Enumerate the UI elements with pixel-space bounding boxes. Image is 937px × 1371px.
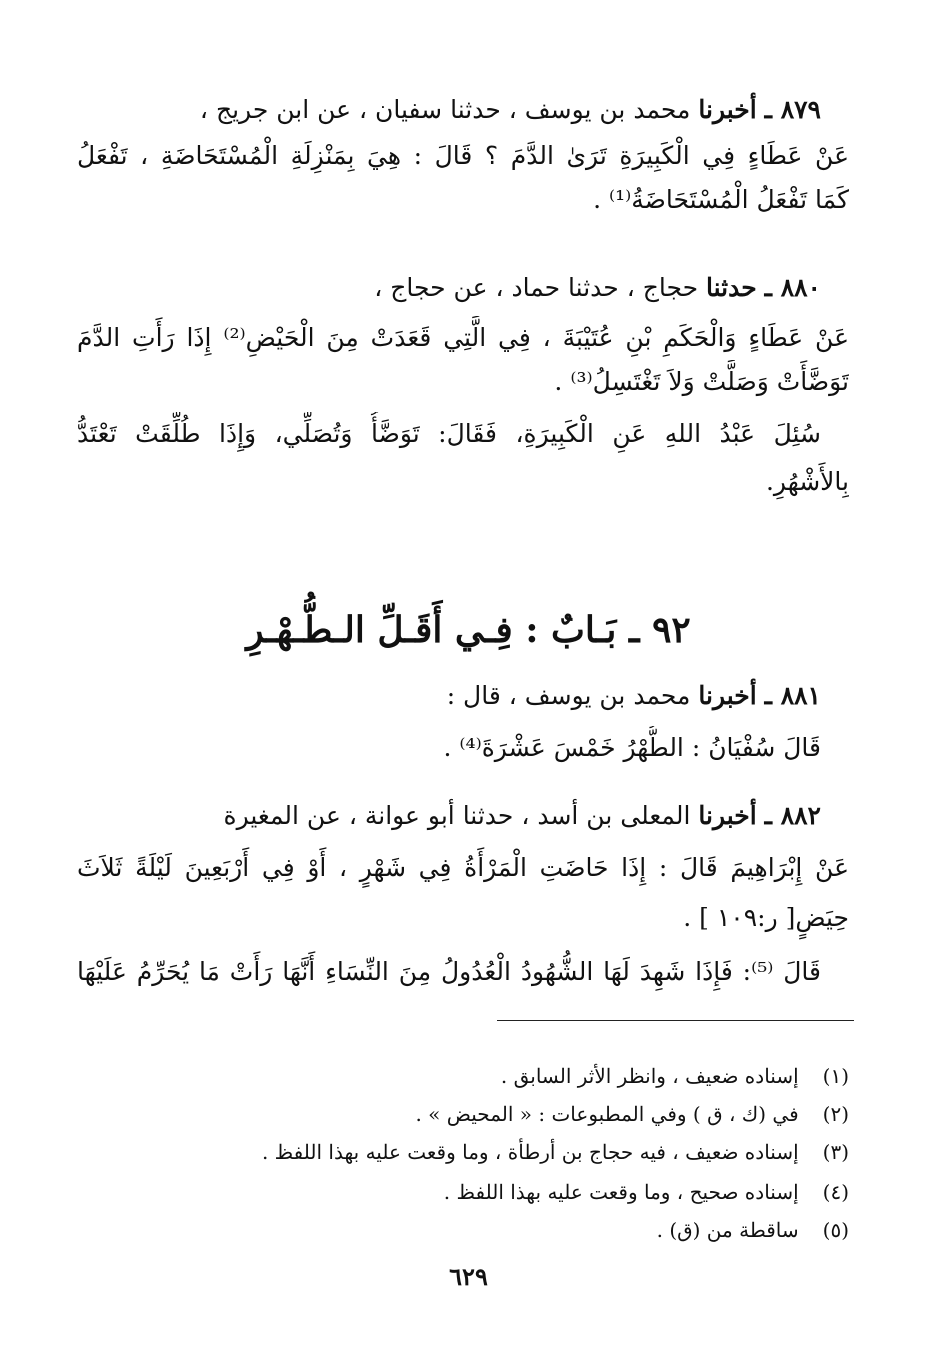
- footnote-text: إسناده صحيح ، وما وقعت عليه بهذا اللفظ .: [443, 1180, 799, 1204]
- footnote-text: في (ك ، ق ) وفي المطبوعات : « المحيض » .: [415, 1102, 799, 1126]
- footnote-text: إسناده ضعيف ، فيه حجاج بن أرطأة ، وما وقعت عليه بهذا اللفظ .: [261, 1140, 799, 1164]
- matn-line: كَمَا تَفْعَلُ الْمُسْتَحَاضَةُ⁽¹⁾ .: [593, 185, 849, 214]
- isnad-882: [77, 794, 849, 838]
- hadith-number: ٨٨٠ ـ: [764, 273, 821, 302]
- hadith-881: [77, 674, 849, 770]
- hadith-number: ٨٧٩ ـ: [764, 95, 821, 124]
- footnote: [77, 1134, 849, 1170]
- hadith-number: ٨٨٢ ـ: [764, 801, 821, 830]
- footnote-text: إسناده ضعيف ، وانظر الأثر السابق .: [500, 1064, 799, 1088]
- matn-line: حِيَضٍ[ ر:١٠٩ ] .: [683, 903, 849, 932]
- chapter-title: بَـابٌ : فِـي أَقَـلِّ الـطُّـهْـرِ: [246, 609, 617, 651]
- matn-line: تَوَضَّأَتْ وَصَلَّتْ وَلاَ تَغْتَسِلُ⁽³⁾ .: [554, 367, 849, 396]
- matn-line: عَنْ عَطَاءٍ فِي الْكَبِيرَةِ تَرَىٰ الدَّمَ ؟ قَالَ : هِيَ بِمَنْزِلَةِ الْمُسْتَحَاضَةِ ، تَفْعَلُ: [77, 141, 849, 170]
- footnote-separator: [497, 1020, 854, 1021]
- chapter-heading: [0, 600, 937, 660]
- footnote-text: ساقطة من (ق) .: [656, 1218, 799, 1242]
- isnad-879: [77, 88, 849, 132]
- footnote-number: (٥): [822, 1218, 849, 1242]
- chapter-number: ٩٢ ـ: [629, 609, 691, 651]
- page-number: ٦٢٩: [449, 1262, 488, 1291]
- footnote-number: (٤): [822, 1180, 849, 1204]
- footnote: [77, 1174, 849, 1210]
- isnad-text: حجاج ، حدثنا حماد ، عن حجاج ،: [374, 273, 699, 302]
- transmission-verb: حدثنا: [706, 273, 757, 302]
- matn-line: سُئِلَ عَبْدُ اللهِ عَنِ الْكَبِيرَةِ، فَقَالَ: تَوَضَّأُ وَتُصَلِّي، وَإِذَا طُلِّقَتْ تَعْتَدُّ: [77, 419, 821, 448]
- matn-line: بِالأَشْهُرِ.: [765, 467, 849, 496]
- hadith-number: ٨٨١ ـ: [764, 681, 821, 710]
- footnote: [77, 1212, 849, 1248]
- hadith-882: [77, 794, 849, 994]
- matn-line: قَالَ ⁽⁵⁾: فَإِذَا شَهِدَ لَهَا الشُّهُودُ الْعُدُولُ مِنَ النِّسَاءِ أَنَّهَا رَأَتْ مَا يُحَرِّمُ عَلَيْهَا: [77, 957, 821, 986]
- footnote-number: (٣): [822, 1140, 849, 1164]
- footnote-number: (١): [822, 1064, 849, 1088]
- isnad-880: [77, 266, 849, 310]
- matn-line: عَنْ عَطَاءٍ وَالْحَكَمِ بْنِ عُتَيْبَةَ ، فِي الَّتِي قَعَدَتْ مِنَ الْحَيْضِ⁽²⁾ إِذَا رَأَتِ الدَّمَ: [77, 323, 849, 352]
- hadith-880: [77, 266, 849, 504]
- matn-line: عَنْ إِبْرَاهِيمَ قَالَ : إِذَا حَاضَتِ الْمَرْأَةُ فِي شَهْرٍ ، أَوْ فِي أَرْبَعِينَ لَيْلَةً ثَلاَثَ: [77, 853, 849, 882]
- isnad-text: المعلى بن أسد ، حدثنا أبو عوانة ، عن المغيرة: [223, 801, 691, 830]
- transmission-verb: أخبرنا: [698, 681, 757, 710]
- footnote: [77, 1058, 849, 1094]
- footnote-number: (٢): [822, 1102, 849, 1126]
- hadith-879: [77, 88, 849, 222]
- isnad-881: [77, 674, 849, 718]
- transmission-verb: أخبرنا: [698, 95, 757, 124]
- isnad-text: محمد بن يوسف ، قال :: [446, 681, 691, 710]
- matn-line: قَالَ سُفْيَانُ : الطُّهْرُ خَمْسَ عَشْرَةَ⁽⁴⁾ .: [443, 733, 821, 762]
- transmission-verb: أخبرنا: [698, 801, 757, 830]
- footnote: [77, 1096, 849, 1132]
- isnad-text: محمد بن يوسف ، حدثنا سفيان ، عن ابن جريج ،: [199, 95, 691, 124]
